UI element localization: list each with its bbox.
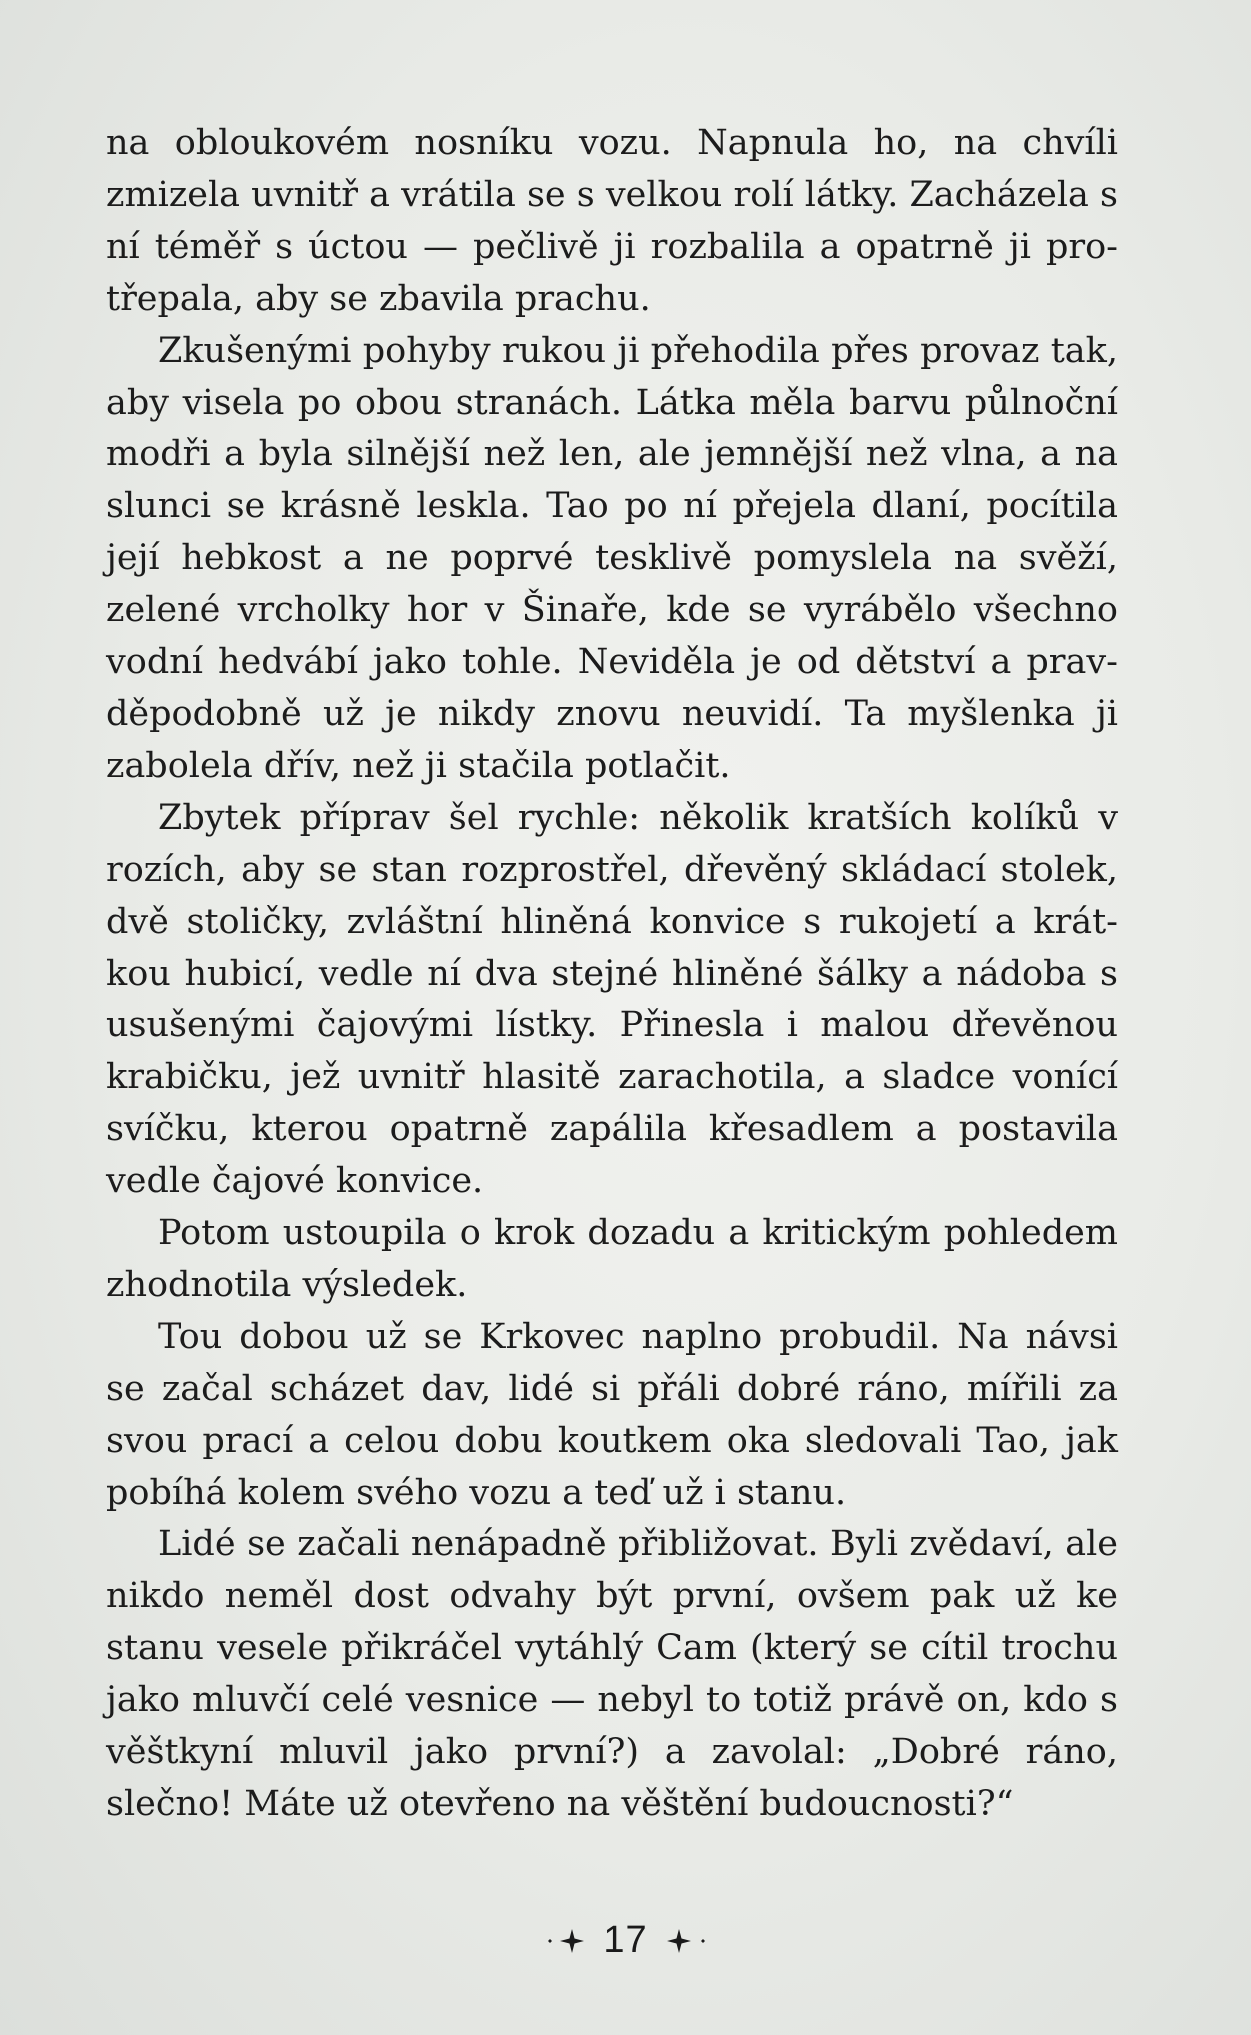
paragraph-1: na obloukovém nosníku vozu. Napnula ho, na chvíli zmizela uvnitř a vrátila se s velkou rolí látky. Zacházela s ní téměř s úctou — pečlivě ji rozbalila a opatrně ji protřepala, aby se zbavila prachu. [106,123,1118,319]
page-number: 17 [603,1919,648,1962]
paragraph-2: Zkušenými pohyby rukou ji přehodila přes provaz tak, aby visela po obou stranách. Látka měla barvu půlnoční modři a byla silnější než len, ale jemnější než vlna, a na slunci se krásně leskla. Tao po ní přejela dlaní, pocítila její hebkost a ne poprvé tesklivě pomyslela na svěží, zelené vrcholky hor v Šinaře, kde se vyrábělo všechno vodní hedvábí jako tohle. Neviděla je od dětství a pravděpodobně už je nikdy znovu neuvidí. Ta myšlenka ji zabolela dřív, než ji stačila potlačit. [106,330,1118,786]
body-text [106,118,1118,1831]
paragraph-5: Tou dobou už se Krkovec naplno probudil. Na návsi se začal scházet dav, lidé si přáli dobré ráno, mířili za svou prací a celou dobu koutkem oka sledovali Tao, jak pobíhá kolem svého vozu a teď už i stanu. [106,1316,1118,1513]
paragraph-3: Zbytek příprav šel rychle: několik kratších kolíků v rozích, aby se stan rozprostřel, dřevěný skládací stolek, dvě stoličky, zvláštní hliněná konvice s rukojetí a krátkou hubicí, vedle ní dva stejné hliněné šálky a nádoba s usušenými čajovými lístky. Přinesla i malou dřevěnou krabičku, jež uvnitř hlasitě zarachotila, a sladce vonící svíčku, kterou opatrně zapálila křesadlem a postavila vedle čajové konvice. [106,797,1118,1202]
sparkle-left-icon [542,1926,586,1956]
page-number-footer [0,1918,1251,1962]
paragraph-6: Lidé se začali nenápadně přibližovat. Byli zvědaví, ale nikdo neměl dost odvahy být první, ovšem pak už ke stanu vesele přikráčel vytáhlý Cam (který se cítil trochu jako mluvčí celé vesnice — nebyl to totiž právě on, kdo s věštkyní mluvil jako první?) a zavolal: „Dobré ráno, slečno! Máte už otevřeno na věštění budoucnosti?“ [106,1524,1118,1824]
sparkle-right-icon [665,1926,709,1956]
paragraph-4: Potom ustoupila o krok dozadu a kritickým pohledem zhodnotila výsledek. [106,1213,1118,1305]
